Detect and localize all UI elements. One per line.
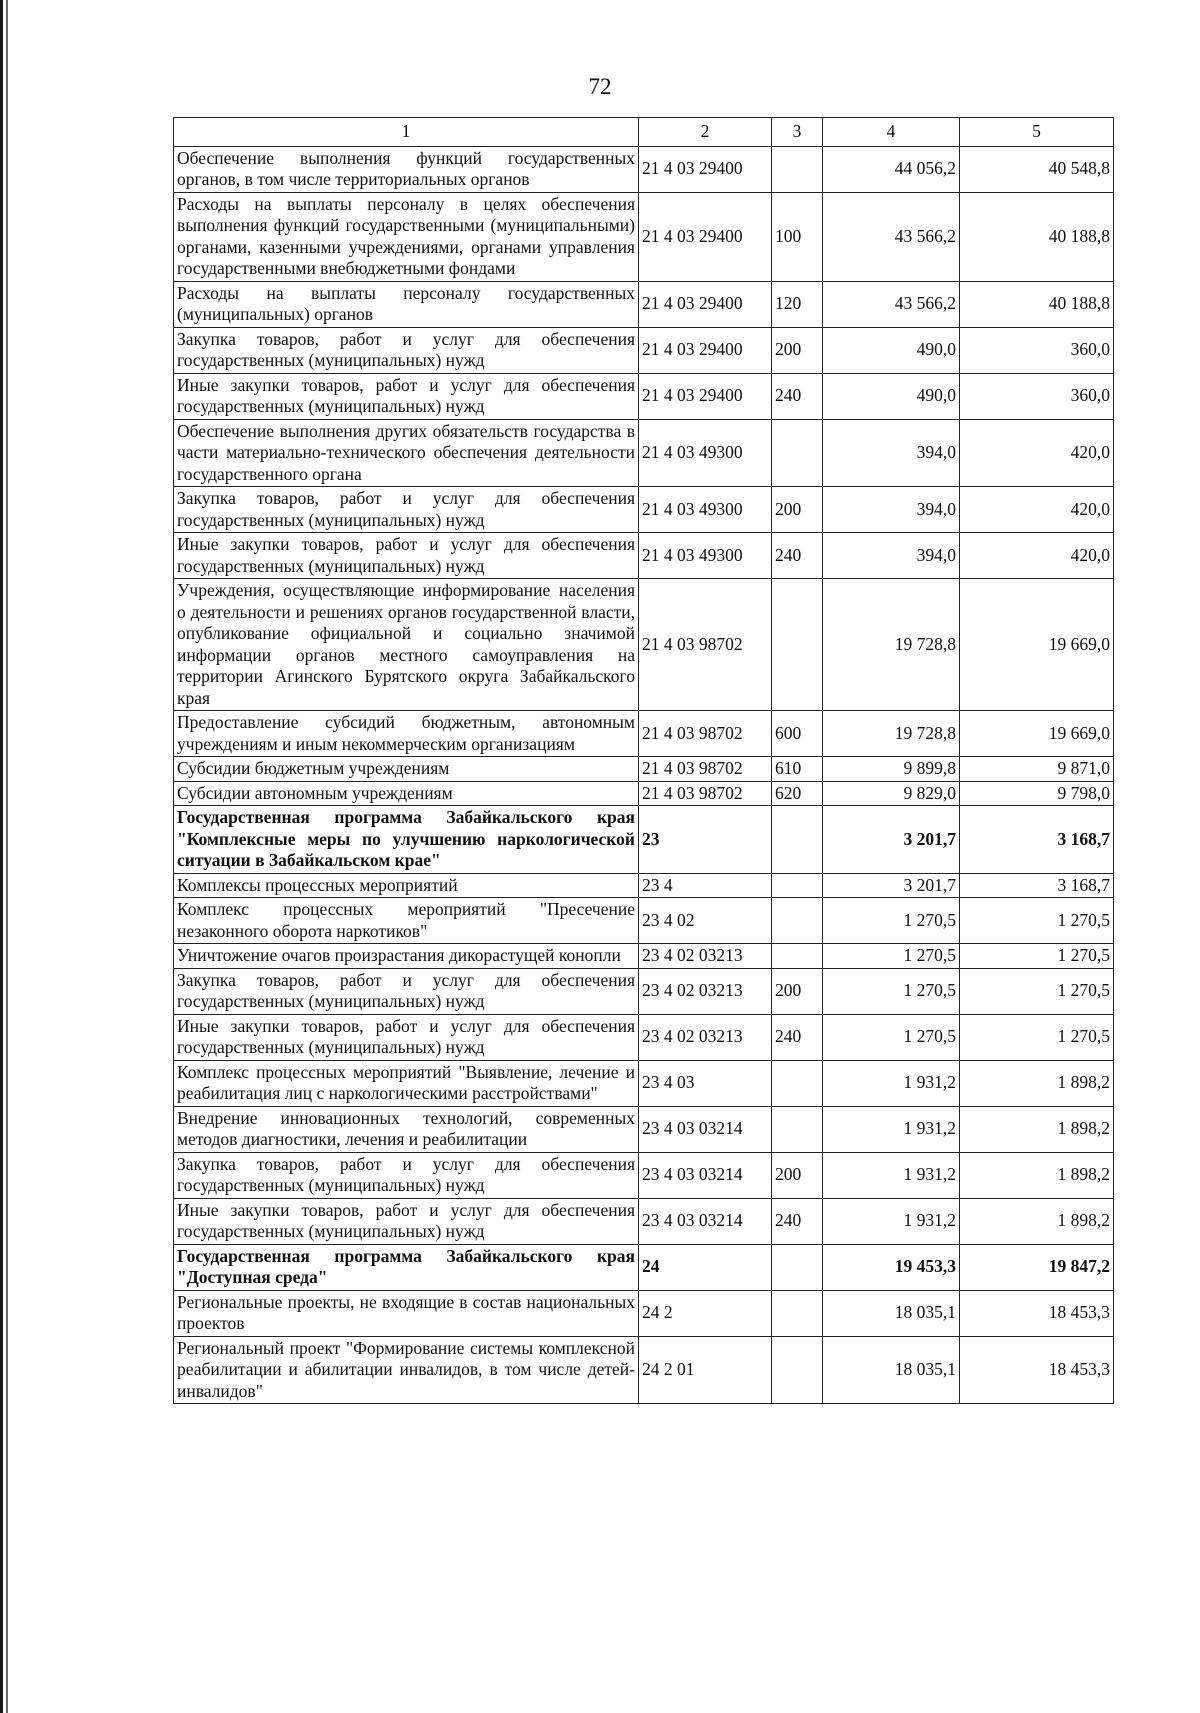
table-row (174, 192, 1114, 281)
column-header-4: 4 (823, 118, 960, 147)
row-type-cell (772, 579, 823, 711)
row-name-cell: Иные закупки товаров, работ и услуг для обеспечения государственных (муниципальных) нужд (174, 1198, 639, 1244)
row-value-col5-cell: 19 847,2 (960, 1244, 1114, 1290)
row-type-cell: 620 (772, 781, 823, 806)
table-row (174, 711, 1114, 757)
row-type-cell: 200 (772, 1152, 823, 1198)
row-code-cell: 23 4 02 03213 (639, 944, 772, 969)
row-type-cell: 240 (772, 1198, 823, 1244)
row-code-cell: 23 4 03 (639, 1060, 772, 1106)
row-value-col4-cell: 490,0 (823, 327, 960, 373)
row-name-cell: Комплекс процессных мероприятий "Выявление, лечение и реабилитация лиц с наркологическими расстройствами" (174, 1060, 639, 1106)
row-value-col5-cell: 360,0 (960, 373, 1114, 419)
row-code-cell: 24 (639, 1244, 772, 1290)
row-value-col5-cell: 420,0 (960, 487, 1114, 533)
row-value-col4-cell: 3 201,7 (823, 806, 960, 874)
row-value-col5-cell: 1 898,2 (960, 1060, 1114, 1106)
row-value-col4-cell: 43 566,2 (823, 192, 960, 281)
row-code-cell: 23 4 03 03214 (639, 1198, 772, 1244)
row-type-cell: 610 (772, 757, 823, 782)
row-value-col4-cell: 43 566,2 (823, 281, 960, 327)
row-value-col4-cell: 9 829,0 (823, 781, 960, 806)
row-name-cell: Иные закупки товаров, работ и услуг для обеспечения государственных (муниципальных) нужд (174, 1014, 639, 1060)
row-code-cell: 21 4 03 29400 (639, 327, 772, 373)
row-type-cell: 200 (772, 487, 823, 533)
scan-edge (0, 0, 9, 1713)
row-code-cell: 23 4 02 03213 (639, 1014, 772, 1060)
row-name-cell: Уничтожение очагов произрастания дикорастущей конопли (174, 944, 639, 969)
table-row (174, 781, 1114, 806)
row-name-cell: Обеспечение выполнения других обязательств государства в части материально-технического обеспечения деятельности государственного органа (174, 419, 639, 487)
row-type-cell: 120 (772, 281, 823, 327)
table-row (174, 1060, 1114, 1106)
row-code-cell: 21 4 03 29400 (639, 192, 772, 281)
row-name-cell: Расходы на выплаты персоналу государственных (муниципальных) органов (174, 281, 639, 327)
table-row (174, 487, 1114, 533)
row-name-cell: Иные закупки товаров, работ и услуг для обеспечения государственных (муниципальных) нужд (174, 373, 639, 419)
row-value-col4-cell: 490,0 (823, 373, 960, 419)
row-name-cell: Расходы на выплаты персоналу в целях обеспечения выполнения функций государственными (муниципальными) органами, казенными учреждениями, органами управления государственными внебюджетными фондами (174, 192, 639, 281)
row-value-col5-cell: 3 168,7 (960, 806, 1114, 874)
column-header-3: 3 (772, 118, 823, 147)
row-name-cell: Внедрение инновационных технологий, современных методов диагностики, лечения и реабилитации (174, 1106, 639, 1152)
row-code-cell: 21 4 03 49300 (639, 419, 772, 487)
row-type-cell: 240 (772, 1014, 823, 1060)
row-name-cell: Учреждения, осуществляющие информирование населения о деятельности и решениях органов государственной власти, опубликование официальной и социально значимой информации органов местного самоуправления на территории Агинского Бурятского округа Забайкальского края (174, 579, 639, 711)
table-row (174, 533, 1114, 579)
row-code-cell: 23 4 (639, 873, 772, 898)
row-value-col4-cell: 394,0 (823, 487, 960, 533)
row-value-col5-cell: 1 898,2 (960, 1106, 1114, 1152)
row-type-cell: 100 (772, 192, 823, 281)
row-code-cell: 21 4 03 98702 (639, 711, 772, 757)
row-value-col4-cell: 1 270,5 (823, 898, 960, 944)
row-value-col5-cell: 19 669,0 (960, 711, 1114, 757)
table-row (174, 757, 1114, 782)
row-name-cell: Закупка товаров, работ и услуг для обеспечения государственных (муниципальных) нужд (174, 327, 639, 373)
table-row (174, 968, 1114, 1014)
row-value-col4-cell: 1 270,5 (823, 968, 960, 1014)
table-row (174, 327, 1114, 373)
row-value-col4-cell: 1 270,5 (823, 944, 960, 969)
row-name-cell: Обеспечение выполнения функций государственных органов, в том числе территориальных органов (174, 146, 639, 192)
row-code-cell: 21 4 03 29400 (639, 373, 772, 419)
row-name-cell: Региональный проект "Формирование системы комплексной реабилитации и абилитации инвалидов, в том числе детей-инвалидов" (174, 1336, 639, 1404)
table-row (174, 1290, 1114, 1336)
table-row (174, 1336, 1114, 1404)
row-value-col5-cell: 1 270,5 (960, 898, 1114, 944)
row-code-cell: 23 4 02 (639, 898, 772, 944)
table-row (174, 1244, 1114, 1290)
row-value-col5-cell: 18 453,3 (960, 1290, 1114, 1336)
row-value-col5-cell: 360,0 (960, 327, 1114, 373)
row-value-col5-cell: 420,0 (960, 533, 1114, 579)
row-name-cell: Закупка товаров, работ и услуг для обеспечения государственных (муниципальных) нужд (174, 1152, 639, 1198)
table-row (174, 1198, 1114, 1244)
row-code-cell: 23 4 02 03213 (639, 968, 772, 1014)
row-type-cell (772, 146, 823, 192)
row-code-cell: 21 4 03 98702 (639, 757, 772, 782)
row-value-col4-cell: 1 931,2 (823, 1060, 960, 1106)
table-row (174, 944, 1114, 969)
row-value-col4-cell: 19 728,8 (823, 579, 960, 711)
row-value-col4-cell: 18 035,1 (823, 1290, 960, 1336)
row-type-cell: 200 (772, 327, 823, 373)
row-value-col5-cell: 1 898,2 (960, 1198, 1114, 1244)
row-value-col5-cell: 9 871,0 (960, 757, 1114, 782)
row-name-cell: Предоставление субсидий бюджетным, автономным учреждениям и иным некоммерческим организациям (174, 711, 639, 757)
column-header-2: 2 (639, 118, 772, 147)
row-type-cell (772, 1244, 823, 1290)
row-value-col5-cell: 1 270,5 (960, 968, 1114, 1014)
row-value-col5-cell: 18 453,3 (960, 1336, 1114, 1404)
row-value-col4-cell: 9 899,8 (823, 757, 960, 782)
row-name-cell: Иные закупки товаров, работ и услуг для обеспечения государственных (муниципальных) нужд (174, 533, 639, 579)
row-type-cell (772, 898, 823, 944)
row-value-col4-cell: 394,0 (823, 533, 960, 579)
row-code-cell: 24 2 01 (639, 1336, 772, 1404)
column-header-5: 5 (960, 118, 1114, 147)
row-code-cell: 21 4 03 29400 (639, 281, 772, 327)
row-value-col4-cell: 19 728,8 (823, 711, 960, 757)
row-value-col4-cell: 394,0 (823, 419, 960, 487)
row-value-col5-cell: 9 798,0 (960, 781, 1114, 806)
row-name-cell: Субсидии бюджетным учреждениям (174, 757, 639, 782)
column-header-1: 1 (174, 118, 639, 147)
row-type-cell (772, 1060, 823, 1106)
budget-table-body (174, 118, 1114, 1404)
row-value-col5-cell: 3 168,7 (960, 873, 1114, 898)
table-row (174, 1152, 1114, 1198)
page-number: 72 (588, 74, 612, 99)
row-code-cell: 21 4 03 29400 (639, 146, 772, 192)
budget-table (173, 117, 1114, 1404)
row-name-cell: Комплексы процессных мероприятий (174, 873, 639, 898)
row-type-cell (772, 419, 823, 487)
row-value-col5-cell: 1 270,5 (960, 1014, 1114, 1060)
table-row (174, 146, 1114, 192)
row-value-col4-cell: 3 201,7 (823, 873, 960, 898)
row-name-cell: Закупка товаров, работ и услуг для обеспечения государственных (муниципальных) нужд (174, 487, 639, 533)
row-code-cell: 21 4 03 98702 (639, 579, 772, 711)
table-row (174, 373, 1114, 419)
row-code-cell: 21 4 03 98702 (639, 781, 772, 806)
row-value-col5-cell: 1 898,2 (960, 1152, 1114, 1198)
row-value-col4-cell: 1 931,2 (823, 1106, 960, 1152)
row-code-cell: 21 4 03 49300 (639, 487, 772, 533)
table-header-row (174, 118, 1114, 147)
row-value-col4-cell: 1 270,5 (823, 1014, 960, 1060)
row-name-cell: Субсидии автономным учреждениям (174, 781, 639, 806)
row-type-cell (772, 806, 823, 874)
row-name-cell: Государственная программа Забайкальского края "Доступная среда" (174, 1244, 639, 1290)
row-value-col5-cell: 40 548,8 (960, 146, 1114, 192)
row-value-col4-cell: 1 931,2 (823, 1198, 960, 1244)
table-row (174, 898, 1114, 944)
row-type-cell: 200 (772, 968, 823, 1014)
row-type-cell (772, 1106, 823, 1152)
row-type-cell: 240 (772, 533, 823, 579)
table-row (174, 281, 1114, 327)
table-row (174, 419, 1114, 487)
row-type-cell (772, 873, 823, 898)
row-value-col4-cell: 44 056,2 (823, 146, 960, 192)
row-type-cell: 240 (772, 373, 823, 419)
row-code-cell: 23 4 03 03214 (639, 1106, 772, 1152)
row-name-cell: Государственная программа Забайкальского края "Комплексные меры по улучшению наркологической ситуации в Забайкальском крае" (174, 806, 639, 874)
row-code-cell: 23 (639, 806, 772, 874)
row-value-col5-cell: 40 188,8 (960, 281, 1114, 327)
row-name-cell: Закупка товаров, работ и услуг для обеспечения государственных (муниципальных) нужд (174, 968, 639, 1014)
table-row (174, 806, 1114, 874)
table-row (174, 1106, 1114, 1152)
row-type-cell (772, 944, 823, 969)
row-name-cell: Региональные проекты, не входящие в состав национальных проектов (174, 1290, 639, 1336)
table-row (174, 579, 1114, 711)
row-value-col5-cell: 19 669,0 (960, 579, 1114, 711)
row-type-cell (772, 1290, 823, 1336)
table-row (174, 1014, 1114, 1060)
row-value-col5-cell: 1 270,5 (960, 944, 1114, 969)
row-value-col4-cell: 18 035,1 (823, 1336, 960, 1404)
row-value-col4-cell: 1 931,2 (823, 1152, 960, 1198)
row-type-cell: 600 (772, 711, 823, 757)
row-type-cell (772, 1336, 823, 1404)
row-code-cell: 23 4 03 03214 (639, 1152, 772, 1198)
table-row (174, 873, 1114, 898)
row-value-col5-cell: 420,0 (960, 419, 1114, 487)
row-code-cell: 24 2 (639, 1290, 772, 1336)
row-value-col4-cell: 19 453,3 (823, 1244, 960, 1290)
row-value-col5-cell: 40 188,8 (960, 192, 1114, 281)
row-code-cell: 21 4 03 49300 (639, 533, 772, 579)
row-name-cell: Комплекс процессных мероприятий "Пресечение незаконного оборота наркотиков" (174, 898, 639, 944)
